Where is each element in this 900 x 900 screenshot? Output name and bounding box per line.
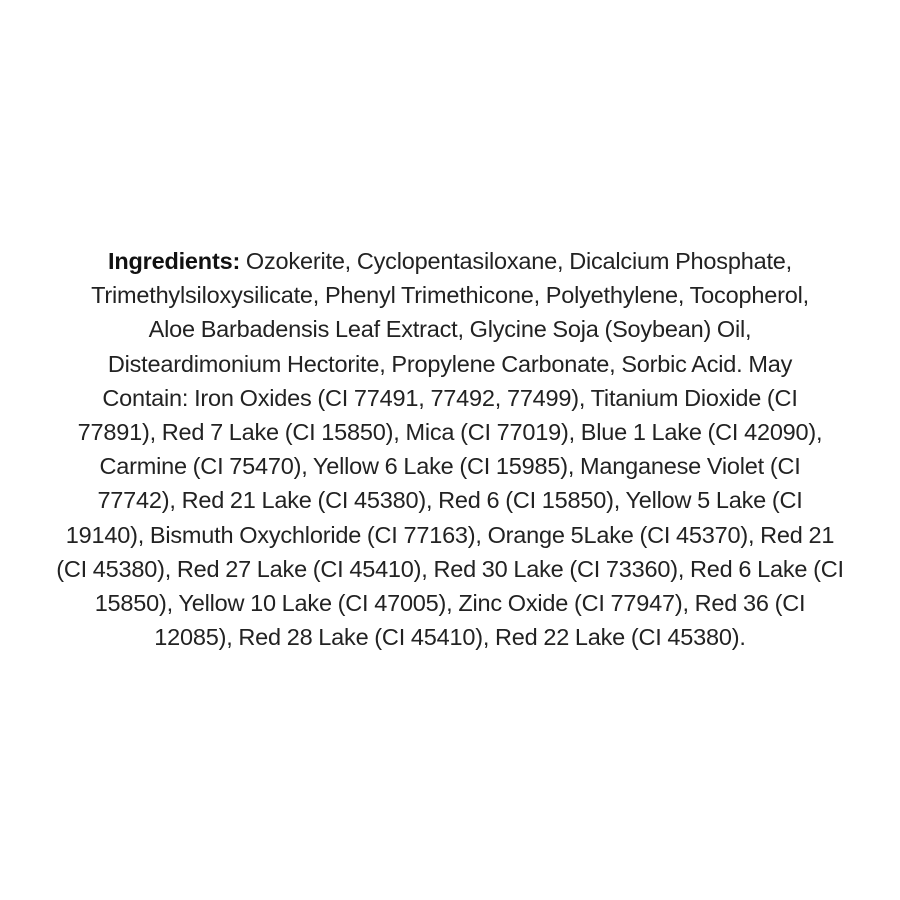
ingredients-line: Disteardimonium Hectorite, Propylene Carbonate, Sorbic Acid. May	[107, 350, 793, 377]
ingredients-line: Contain: Iron Oxides (CI 77491, 77492, 77499), Titanium Dioxide (CI	[102, 384, 798, 411]
ingredients-line: 77742), Red 21 Lake (CI 45380), Red 6 (CI 15850), Yellow 5 Lake (CI	[97, 487, 803, 514]
ingredients-line-text: Ozokerite, Cyclopentasiloxane, Dicalcium Phosphate,	[240, 248, 792, 274]
ingredients-line: 19140), Bismuth Oxychloride (CI 77163), Orange 5Lake (CI 45370), Red 21	[65, 521, 835, 548]
ingredients-line: Carmine (CI 75470), Yellow 6 Lake (CI 15985), Manganese Violet (CI	[99, 453, 801, 480]
ingredients-line: Aloe Barbadensis Leaf Extract, Glycine Soja (Soybean) Oil,	[148, 316, 752, 343]
ingredients-label: Ingredients:	[108, 248, 241, 274]
ingredients-line: (CI 45380), Red 27 Lake (CI 45410), Red 30 Lake (CI 73360), Red 6 Lake (CI	[56, 555, 844, 582]
ingredients-line: 12085), Red 28 Lake (CI 45410), Red 22 Lake (CI 45380).	[154, 624, 746, 651]
ingredients-line: 15850), Yellow 10 Lake (CI 47005), Zinc Oxide (CI 77947), Red 36 (CI	[94, 590, 806, 617]
ingredients-text	[40, 244, 860, 654]
ingredients-line: 77891), Red 7 Lake (CI 15850), Mica (CI 77019), Blue 1 Lake (CI 42090),	[77, 419, 823, 446]
ingredients-line: Trimethylsiloxysilicate, Phenyl Trimethicone, Polyethylene, Tocopherol,	[91, 282, 809, 309]
ingredients-line	[40, 244, 860, 278]
